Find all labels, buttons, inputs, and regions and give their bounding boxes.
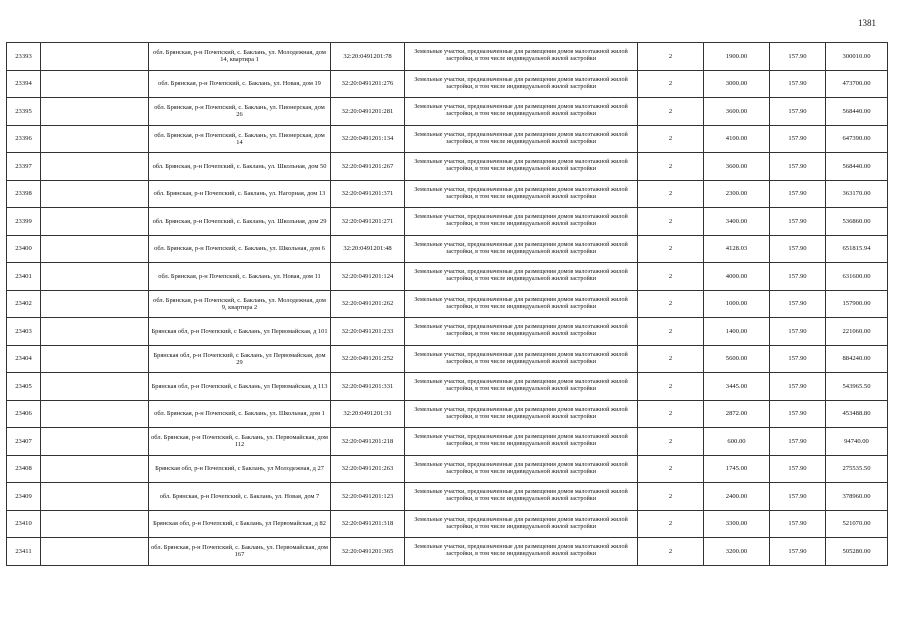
area-cell: 4100.00 — [704, 125, 770, 153]
area-cell: 2400.00 — [704, 483, 770, 511]
spacer-cell — [41, 235, 149, 263]
table-row — [7, 235, 888, 263]
address-cell: обл. Брянская, р-н Почепский, с. Баклань, ул. Пионерская, дом 14 — [149, 125, 331, 153]
table-row — [7, 125, 888, 153]
rate-cell: 157.90 — [770, 428, 826, 456]
permitted-use-cell: Земельные участки, предназначенные для размещения домов малоэтажной жилой застройки, в том числе индивидуальной жилой застройки — [405, 153, 638, 181]
table-row — [7, 43, 888, 71]
address-cell: обл. Брянская, р-н Почепский, с. Баклань, ул. Школьная, дом 29 — [149, 208, 331, 236]
address-cell: Брянская обл, р-н Почепский, с Баклань, ул Первомайская, дом 29 — [149, 345, 331, 373]
cadastral-value-cell: 568440.00 — [826, 153, 888, 181]
spacer-cell — [41, 153, 149, 181]
cadastral-number-cell: 32:20:0491201:318 — [331, 510, 405, 538]
permitted-use-cell: Земельные участки, предназначенные для размещения домов малоэтажной жилой застройки, в том числе индивидуальной жилой застройки — [405, 98, 638, 126]
cadastral-value-cell: 651815.94 — [826, 235, 888, 263]
table-row — [7, 208, 888, 236]
permitted-use-cell: Земельные участки, предназначенные для размещения домов малоэтажной жилой застройки, в том числе индивидуальной жилой застройки — [405, 428, 638, 456]
area-cell: 1000.00 — [704, 290, 770, 318]
spacer-cell — [41, 208, 149, 236]
rate-cell: 157.90 — [770, 455, 826, 483]
row-number-cell: 23393 — [7, 43, 41, 71]
area-cell: 3445.00 — [704, 373, 770, 401]
spacer-cell — [41, 290, 149, 318]
permitted-use-cell: Земельные участки, предназначенные для размещения домов малоэтажной жилой застройки, в том числе индивидуальной жилой застройки — [405, 345, 638, 373]
permitted-use-cell: Земельные участки, предназначенные для размещения домов малоэтажной жилой застройки, в том числе индивидуальной жилой застройки — [405, 400, 638, 428]
spacer-cell — [41, 400, 149, 428]
address-cell: обл. Брянская, р-н Почепский, с. Баклань, ул. Нагорная, дом 13 — [149, 180, 331, 208]
permitted-use-cell: Земельные участки, предназначенные для размещения домов малоэтажной жилой застройки, в том числе индивидуальной жилой застройки — [405, 318, 638, 346]
cadastral-number-cell: 32:20:0491201:262 — [331, 290, 405, 318]
cadastral-number-cell: 32:20:0491201:371 — [331, 180, 405, 208]
cadastral-value-cell: 521070.00 — [826, 510, 888, 538]
cadastral-value-cell: 884240.00 — [826, 345, 888, 373]
table-body — [7, 43, 888, 566]
spacer-cell — [41, 428, 149, 456]
category-cell: 2 — [638, 180, 704, 208]
table-row — [7, 400, 888, 428]
area-cell: 1400.00 — [704, 318, 770, 346]
row-number-cell: 23404 — [7, 345, 41, 373]
category-cell: 2 — [638, 373, 704, 401]
cadastral-value-cell: 157900.00 — [826, 290, 888, 318]
cadastral-value-cell: 221060.00 — [826, 318, 888, 346]
spacer-cell — [41, 263, 149, 291]
spacer-cell — [41, 345, 149, 373]
cadastral-value-cell: 378960.00 — [826, 483, 888, 511]
rate-cell: 157.90 — [770, 373, 826, 401]
rate-cell: 157.90 — [770, 98, 826, 126]
permitted-use-cell: Земельные участки, предназначенные для размещения домов малоэтажной жилой застройки, в том числе индивидуальной жилой застройки — [405, 180, 638, 208]
table-row — [7, 318, 888, 346]
area-cell: 1900.00 — [704, 43, 770, 71]
cadastral-number-cell: 32:20:0491201:134 — [331, 125, 405, 153]
rate-cell: 157.90 — [770, 208, 826, 236]
address-cell: обл. Брянская, р-н Почепский, с. Баклань, ул. Новая, дом 7 — [149, 483, 331, 511]
category-cell: 2 — [638, 43, 704, 71]
row-number-cell: 23411 — [7, 538, 41, 566]
area-cell: 3600.00 — [704, 98, 770, 126]
rate-cell: 157.90 — [770, 483, 826, 511]
permitted-use-cell: Земельные участки, предназначенные для размещения домов малоэтажной жилой застройки, в том числе индивидуальной жилой застройки — [405, 263, 638, 291]
address-cell: Брянская обл, р-н Почепский, с Баклань, ул Первомайская, д 113 — [149, 373, 331, 401]
permitted-use-cell: Земельные участки, предназначенные для размещения домов малоэтажной жилой застройки, в том числе индивидуальной жилой застройки — [405, 70, 638, 98]
cadastral-value-cell: 453488.80 — [826, 400, 888, 428]
cadastral-value-cell: 275535.50 — [826, 455, 888, 483]
spacer-cell — [41, 373, 149, 401]
permitted-use-cell: Земельные участки, предназначенные для размещения домов малоэтажной жилой застройки, в том числе индивидуальной жилой застройки — [405, 208, 638, 236]
table-row — [7, 98, 888, 126]
row-number-cell: 23410 — [7, 510, 41, 538]
table-row — [7, 153, 888, 181]
cadastral-number-cell: 32:20:0491201:78 — [331, 43, 405, 71]
address-cell: обл. Брянская, р-н Почепский, с. Баклань, ул. Новая, дом 19 — [149, 70, 331, 98]
area-cell: 1745.00 — [704, 455, 770, 483]
category-cell: 2 — [638, 428, 704, 456]
area-cell: 4128.03 — [704, 235, 770, 263]
spacer-cell — [41, 43, 149, 71]
rate-cell: 157.90 — [770, 125, 826, 153]
page-number: 1381 — [858, 18, 876, 28]
cadastral-number-cell: 32:20:0491201:218 — [331, 428, 405, 456]
cadastral-number-cell: 32:20:0491201:252 — [331, 345, 405, 373]
area-cell: 3200.00 — [704, 538, 770, 566]
cadastral-value-cell: 568440.00 — [826, 98, 888, 126]
cadastral-number-cell: 32:20:0491201:124 — [331, 263, 405, 291]
cadastral-value-cell: 473700.00 — [826, 70, 888, 98]
row-number-cell: 23405 — [7, 373, 41, 401]
table-row — [7, 510, 888, 538]
area-cell: 600.00 — [704, 428, 770, 456]
spacer-cell — [41, 510, 149, 538]
address-cell: Брянская обл, р-н Почепский, с Баклань, ул Первомайская, д 82 — [149, 510, 331, 538]
category-cell: 2 — [638, 538, 704, 566]
category-cell: 2 — [638, 98, 704, 126]
cadastral-number-cell: 32:20:0491201:271 — [331, 208, 405, 236]
address-cell: обл. Брянская, р-н Почепский, с. Баклань, ул. Школьная, дом 1 — [149, 400, 331, 428]
row-number-cell: 23408 — [7, 455, 41, 483]
row-number-cell: 23406 — [7, 400, 41, 428]
cadastral-value-cell: 543965.50 — [826, 373, 888, 401]
rate-cell: 157.90 — [770, 235, 826, 263]
rate-cell: 157.90 — [770, 153, 826, 181]
address-cell: обл. Брянская, р-н Почепский, с. Баклань, ул. Новая, дом 11 — [149, 263, 331, 291]
category-cell: 2 — [638, 70, 704, 98]
row-number-cell: 23398 — [7, 180, 41, 208]
category-cell: 2 — [638, 125, 704, 153]
permitted-use-cell: Земельные участки, предназначенные для размещения домов малоэтажной жилой застройки, в том числе индивидуальной жилой застройки — [405, 43, 638, 71]
address-cell: обл. Брянская, р-н Почепский, с. Баклань, ул. Школьная, дом 50 — [149, 153, 331, 181]
spacer-cell — [41, 125, 149, 153]
area-cell: 3300.00 — [704, 510, 770, 538]
spacer-cell — [41, 318, 149, 346]
table-row — [7, 538, 888, 566]
rate-cell: 157.90 — [770, 318, 826, 346]
permitted-use-cell: Земельные участки, предназначенные для размещения домов малоэтажной жилой застройки, в том числе индивидуальной жилой застройки — [405, 290, 638, 318]
cadastral-number-cell: 32:20:0491201:123 — [331, 483, 405, 511]
area-cell: 3400.00 — [704, 208, 770, 236]
cadastral-value-cell: 94740.00 — [826, 428, 888, 456]
permitted-use-cell: Земельные участки, предназначенные для размещения домов малоэтажной жилой застройки, в том числе индивидуальной жилой застройки — [405, 455, 638, 483]
rate-cell: 157.90 — [770, 538, 826, 566]
category-cell: 2 — [638, 345, 704, 373]
cadastral-value-cell: 536860.00 — [826, 208, 888, 236]
cadastral-value-cell: 505280.00 — [826, 538, 888, 566]
rate-cell: 157.90 — [770, 43, 826, 71]
address-cell: обл. Брянская, р-н Почепский, с. Баклань, ул. Школьная, дом 6 — [149, 235, 331, 263]
spacer-cell — [41, 483, 149, 511]
table-row — [7, 263, 888, 291]
address-cell: обл. Брянская, р-н Почепский, с. Баклань, ул. Пионерская, дом 26 — [149, 98, 331, 126]
row-number-cell: 23394 — [7, 70, 41, 98]
category-cell: 2 — [638, 400, 704, 428]
rate-cell: 157.90 — [770, 400, 826, 428]
category-cell: 2 — [638, 263, 704, 291]
row-number-cell: 23399 — [7, 208, 41, 236]
table-row — [7, 483, 888, 511]
spacer-cell — [41, 180, 149, 208]
row-number-cell: 23401 — [7, 263, 41, 291]
rate-cell: 157.90 — [770, 510, 826, 538]
area-cell: 4000.00 — [704, 263, 770, 291]
spacer-cell — [41, 455, 149, 483]
rate-cell: 157.90 — [770, 345, 826, 373]
area-cell: 3600.00 — [704, 153, 770, 181]
cadastral-number-cell: 32:20:0491201:31 — [331, 400, 405, 428]
address-cell: обл. Брянская, р-н Почепский, с. Баклань, ул. Первомайская, дом 112 — [149, 428, 331, 456]
address-cell: обл. Брянская, р-н Почепский, с. Баклань, ул. Первомайская, дом 167 — [149, 538, 331, 566]
row-number-cell: 23407 — [7, 428, 41, 456]
permitted-use-cell: Земельные участки, предназначенные для размещения домов малоэтажной жилой застройки, в том числе индивидуальной жилой застройки — [405, 373, 638, 401]
row-number-cell: 23403 — [7, 318, 41, 346]
category-cell: 2 — [638, 208, 704, 236]
category-cell: 2 — [638, 510, 704, 538]
address-cell: Брянская обл, р-н Почепский, с Баклань, ул Первомайская, д 101 — [149, 318, 331, 346]
table-row — [7, 345, 888, 373]
area-cell: 3000.00 — [704, 70, 770, 98]
address-cell: обл. Брянская, р-н Почепский, с. Баклань, ул. Молодежная, дом 14, квартира 1 — [149, 43, 331, 71]
row-number-cell: 23395 — [7, 98, 41, 126]
land-registry-table — [6, 42, 888, 566]
table-row — [7, 373, 888, 401]
rate-cell: 157.90 — [770, 290, 826, 318]
cadastral-number-cell: 32:20:0491201:267 — [331, 153, 405, 181]
area-cell: 2300.00 — [704, 180, 770, 208]
category-cell: 2 — [638, 235, 704, 263]
category-cell: 2 — [638, 483, 704, 511]
address-cell: Брянская обл, р-н Почепский, с Баклань, ул Молодежная, д 27 — [149, 455, 331, 483]
rate-cell: 157.90 — [770, 180, 826, 208]
cadastral-value-cell: 631600.00 — [826, 263, 888, 291]
table-row — [7, 428, 888, 456]
cadastral-value-cell: 363170.00 — [826, 180, 888, 208]
cadastral-value-cell: 300010.00 — [826, 43, 888, 71]
address-cell: обл. Брянская, р-н Почепский, с. Баклань, ул. Молодежная, дом 9, квартира 2 — [149, 290, 331, 318]
category-cell: 2 — [638, 455, 704, 483]
spacer-cell — [41, 70, 149, 98]
permitted-use-cell: Земельные участки, предназначенные для размещения домов малоэтажной жилой застройки, в том числе индивидуальной жилой застройки — [405, 483, 638, 511]
table-row — [7, 290, 888, 318]
rate-cell: 157.90 — [770, 70, 826, 98]
permitted-use-cell: Земельные участки, предназначенные для размещения домов малоэтажной жилой застройки, в том числе индивидуальной жилой застройки — [405, 510, 638, 538]
cadastral-number-cell: 32:20:0491201:263 — [331, 455, 405, 483]
row-number-cell: 23396 — [7, 125, 41, 153]
area-cell: 5600.00 — [704, 345, 770, 373]
spacer-cell — [41, 98, 149, 126]
cadastral-value-cell: 647390.00 — [826, 125, 888, 153]
category-cell: 2 — [638, 153, 704, 181]
table-row — [7, 180, 888, 208]
permitted-use-cell: Земельные участки, предназначенные для размещения домов малоэтажной жилой застройки, в том числе индивидуальной жилой застройки — [405, 538, 638, 566]
row-number-cell: 23397 — [7, 153, 41, 181]
permitted-use-cell: Земельные участки, предназначенные для размещения домов малоэтажной жилой застройки, в том числе индивидуальной жилой застройки — [405, 235, 638, 263]
permitted-use-cell: Земельные участки, предназначенные для размещения домов малоэтажной жилой застройки, в том числе индивидуальной жилой застройки — [405, 125, 638, 153]
cadastral-number-cell: 32:20:0491201:331 — [331, 373, 405, 401]
spacer-cell — [41, 538, 149, 566]
cadastral-number-cell: 32:20:0491201:365 — [331, 538, 405, 566]
cadastral-number-cell: 32:20:0491201:233 — [331, 318, 405, 346]
row-number-cell: 23400 — [7, 235, 41, 263]
area-cell: 2872.00 — [704, 400, 770, 428]
table-row — [7, 455, 888, 483]
cadastral-number-cell: 32:20:0491201:281 — [331, 98, 405, 126]
row-number-cell: 23402 — [7, 290, 41, 318]
category-cell: 2 — [638, 318, 704, 346]
cadastral-number-cell: 32:20:0491201:48 — [331, 235, 405, 263]
table-row — [7, 70, 888, 98]
category-cell: 2 — [638, 290, 704, 318]
cadastral-number-cell: 32:20:0491201:276 — [331, 70, 405, 98]
row-number-cell: 23409 — [7, 483, 41, 511]
rate-cell: 157.90 — [770, 263, 826, 291]
